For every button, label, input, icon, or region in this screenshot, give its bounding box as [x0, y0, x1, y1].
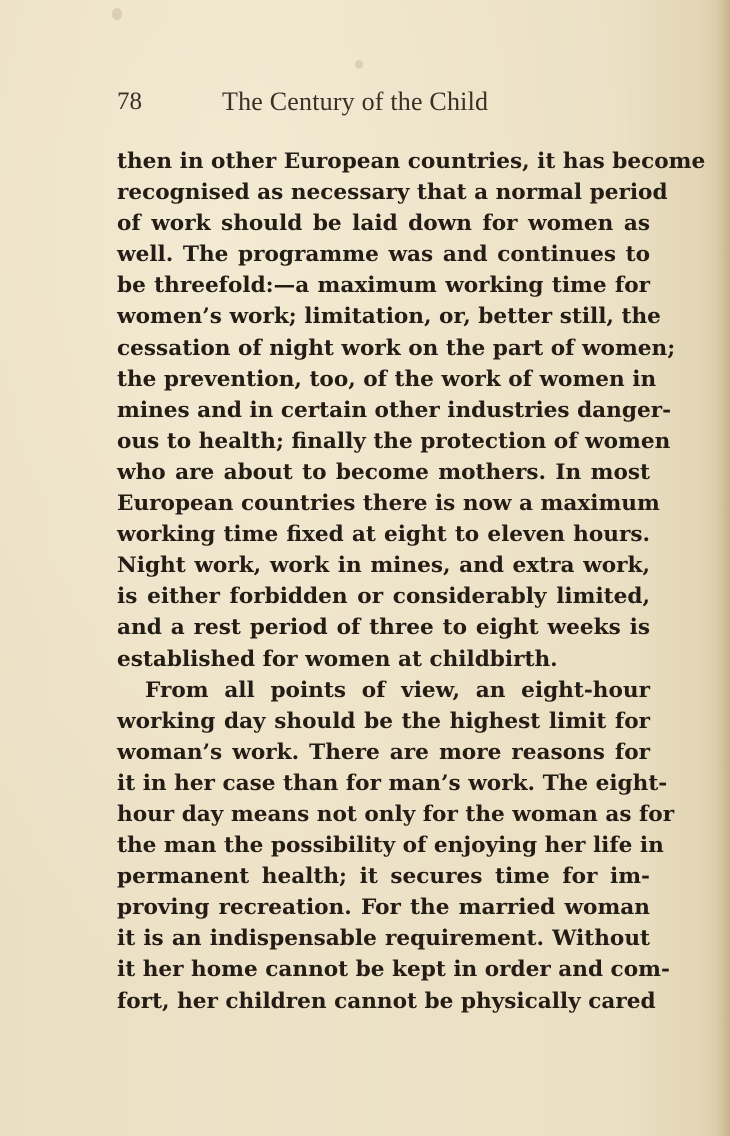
text-line: proving recreation. For the married woman [117, 895, 650, 921]
text-line: fort, her children cannot be physically cared [117, 988, 656, 1014]
text-line: women’s work; limitation, or, better still, the [117, 304, 661, 330]
text-line: it is an indispensable requirement. Without [117, 926, 650, 952]
text-line: From all points of view, an eight-hour [145, 677, 650, 703]
text-line: recognised as necessary that a normal period [117, 180, 668, 206]
text-line: of work should be laid down for women as [117, 211, 650, 237]
text-line: it in her case than for man’s work. The eight- [117, 770, 668, 796]
text-line: Night work, work in mines, and extra work, [117, 553, 650, 579]
text-line: is either forbidden or considerably limited, [117, 584, 650, 610]
running-title: The Century of the Child [222, 87, 489, 116]
text-line: permanent health; it secures time for im- [117, 864, 650, 890]
running-head [117, 84, 557, 124]
text-line: working time fixed at eight to eleven hours. [117, 522, 650, 548]
paper-speck [355, 60, 363, 69]
text-line: hour day means not only for the woman as for [117, 801, 675, 827]
paper-speck [112, 8, 122, 20]
text-line: then in other European countries, it has become [117, 149, 706, 174]
text-line: ous to health; finally the protection of women [117, 428, 671, 454]
text-line: established for women at childbirth. [117, 646, 558, 672]
text-line: the prevention, too, of the work of women in [117, 366, 657, 392]
text-line: working day should be the highest limit for [117, 708, 650, 734]
text-line: woman’s work. There are more reasons for [117, 739, 650, 765]
text-line: well. The programme was and continues to [117, 242, 650, 268]
page-number: 78 [117, 88, 142, 115]
text-line: who are about to become mothers. In most [117, 459, 650, 485]
body-text [117, 146, 706, 1017]
text-line: the man the possibility of enjoying her life in [117, 833, 664, 859]
paragraph [117, 146, 706, 675]
text-line: it her home cannot be kept in order and com- [117, 957, 670, 983]
text-line: cessation of night work on the part of women; [117, 335, 676, 361]
page-edge-shadow [716, 0, 730, 1136]
paragraph [117, 675, 675, 1017]
text-line: be threefold:—a maximum working time for [117, 273, 650, 299]
text-line: and a rest period of three to eight weeks is [117, 615, 650, 641]
text-line: European countries there is now a maximum [117, 491, 660, 517]
text-line: mines and in certain other industries danger- [117, 397, 672, 423]
